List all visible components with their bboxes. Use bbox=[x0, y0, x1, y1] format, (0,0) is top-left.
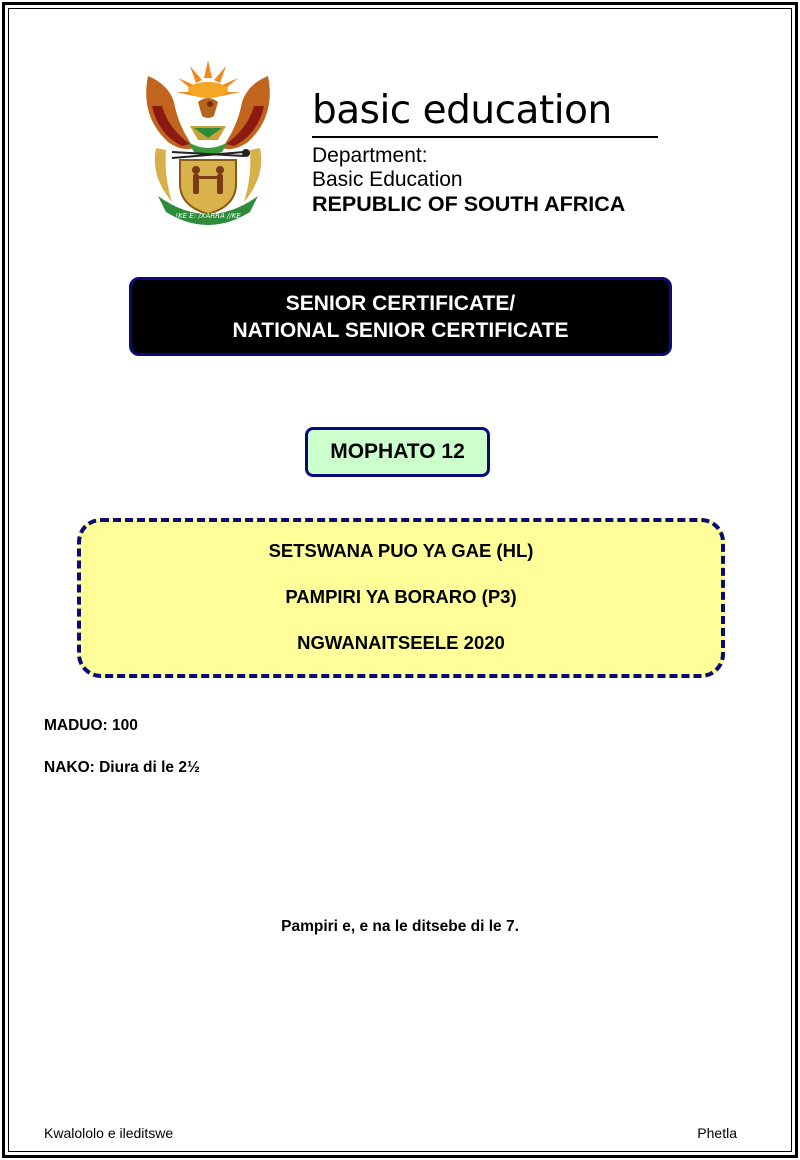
exam-duration: NAKO: Diura di le 2½ bbox=[44, 759, 200, 776]
brand-divider bbox=[312, 136, 658, 138]
subject-panel bbox=[77, 518, 725, 678]
total-marks: MADUO: 100 bbox=[44, 717, 138, 734]
page-count-note: Pampiri e, e na le ditsebe di le 7. bbox=[281, 918, 519, 935]
paper-number: PAMPIRI YA BORARO (P3) bbox=[285, 586, 517, 607]
certificate-line-2: NATIONAL SENIOR CERTIFICATE bbox=[232, 318, 569, 342]
footer-copyright: Kwalololo e ileditswe bbox=[44, 1125, 174, 1141]
grade-label: MOPHATO 12 bbox=[330, 440, 465, 463]
department-label: Department: bbox=[312, 144, 428, 167]
certificate-banner bbox=[129, 277, 672, 356]
department-name: Basic Education bbox=[312, 168, 463, 191]
brand-title: basic education bbox=[312, 88, 612, 133]
certificate-line-1: SENIOR CERTIFICATE/ bbox=[285, 291, 516, 315]
coat-of-arms-icon bbox=[138, 56, 278, 226]
svg-text:!KE E: /XARRA //KE: !KE E: /XARRA //KE bbox=[175, 212, 241, 220]
footer-turn-over: Phetla bbox=[697, 1125, 737, 1141]
country-name: REPUBLIC OF SOUTH AFRICA bbox=[312, 192, 626, 216]
grade-badge bbox=[305, 427, 490, 477]
subject-name: SETSWANA PUO YA GAE (HL) bbox=[268, 540, 534, 561]
department-brand bbox=[312, 88, 658, 216]
exam-session: NGWANAITSEELE 2020 bbox=[297, 632, 505, 653]
